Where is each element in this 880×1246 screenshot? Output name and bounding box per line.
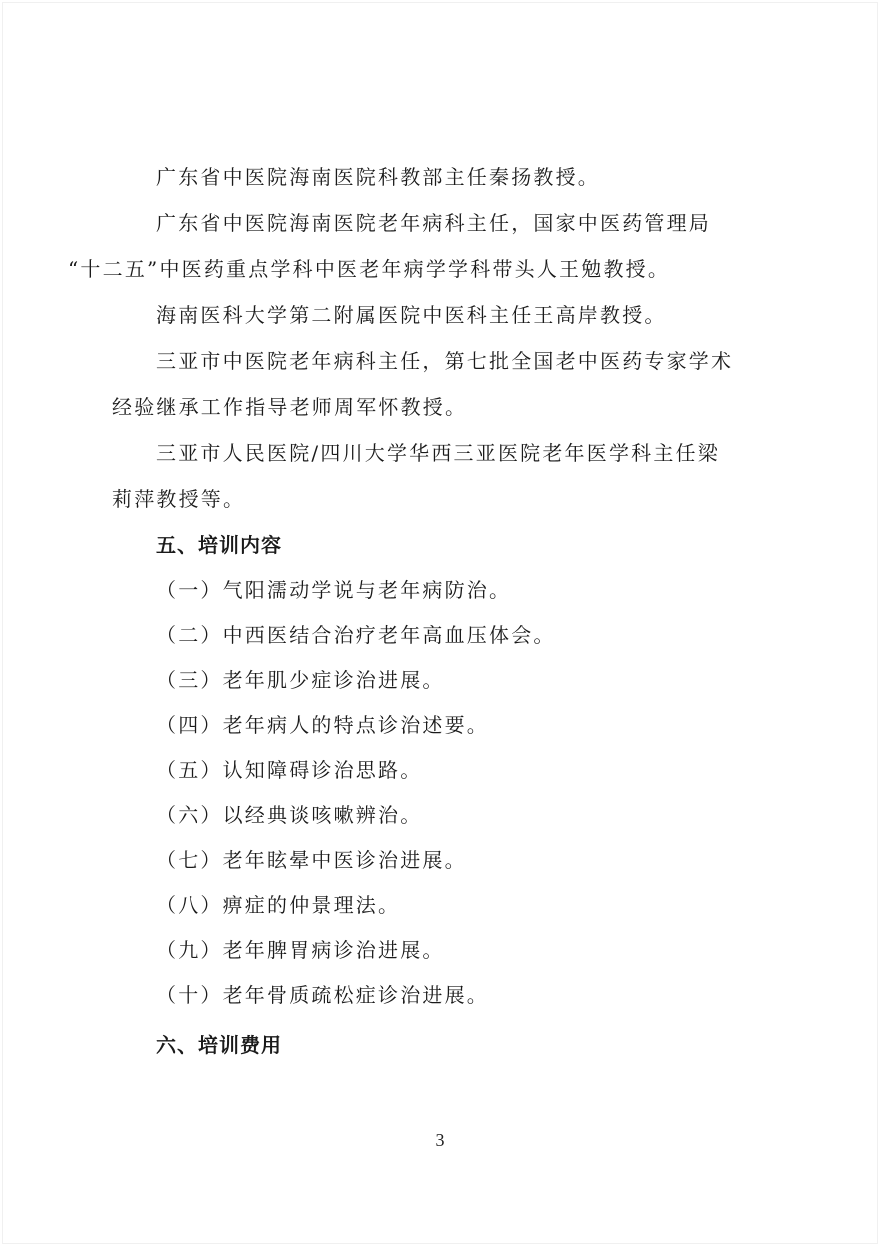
paragraph-wang-gaoan	[112, 292, 768, 338]
paragraph-line: 三亚市中医院老年病科主任，第七批全国老中医药专家学术	[156, 349, 734, 373]
paragraph-qin-yang	[112, 154, 768, 200]
list-item: （二）中西医结合治疗老年高血压体会。	[156, 623, 556, 647]
paragraph-line: 莉萍教授等。	[112, 487, 246, 511]
list-item: （六）以经典谈咳嗽辨治。	[156, 803, 423, 827]
section-heading-training-content: 五、培训内容	[156, 533, 282, 557]
section-heading-training-fee: 六、培训费用	[156, 1033, 282, 1057]
paragraph-wang-mian	[68, 200, 768, 292]
paragraph-line: 广东省中医院海南医院老年病科主任，国家中医药管理局	[156, 211, 711, 235]
list-item: （五）认知障碍诊治思路。	[156, 758, 423, 782]
paragraph-zhou-junhuai	[112, 338, 768, 430]
paragraph-line: 海南医科大学第二附属医院中医科主任王高岸教授。	[156, 303, 667, 327]
paragraph-line: “十二五”中医药重点学科中医老年病学学科带头人王勉教授。	[68, 257, 671, 281]
paragraph-liang-liping	[112, 430, 768, 522]
paragraph-line: 三亚市人民医院/四川大学华西三亚医院老年医学科主任梁	[156, 441, 720, 465]
paragraph-line: 经验继承工作指导老师周军怀教授。	[112, 395, 468, 419]
list-item: （七）老年眩晕中医诊治进展。	[156, 848, 467, 872]
page-number: 3	[435, 1130, 445, 1150]
list-item: （八）痹症的仲景理法。	[156, 893, 401, 917]
list-item: （一）气阳濡动学说与老年病防治。	[156, 578, 512, 602]
list-item: （四）老年病人的特点诊治述要。	[156, 713, 489, 737]
paragraph-line: 广东省中医院海南医院科教部主任秦扬教授。	[156, 165, 600, 189]
list-item: （九）老年脾胃病诊治进展。	[156, 938, 445, 962]
page-content	[68, 154, 768, 1068]
list-item: （三）老年肌少症诊治进展。	[156, 668, 445, 692]
list-item: （十）老年骨质疏松症诊治进展。	[156, 983, 489, 1007]
